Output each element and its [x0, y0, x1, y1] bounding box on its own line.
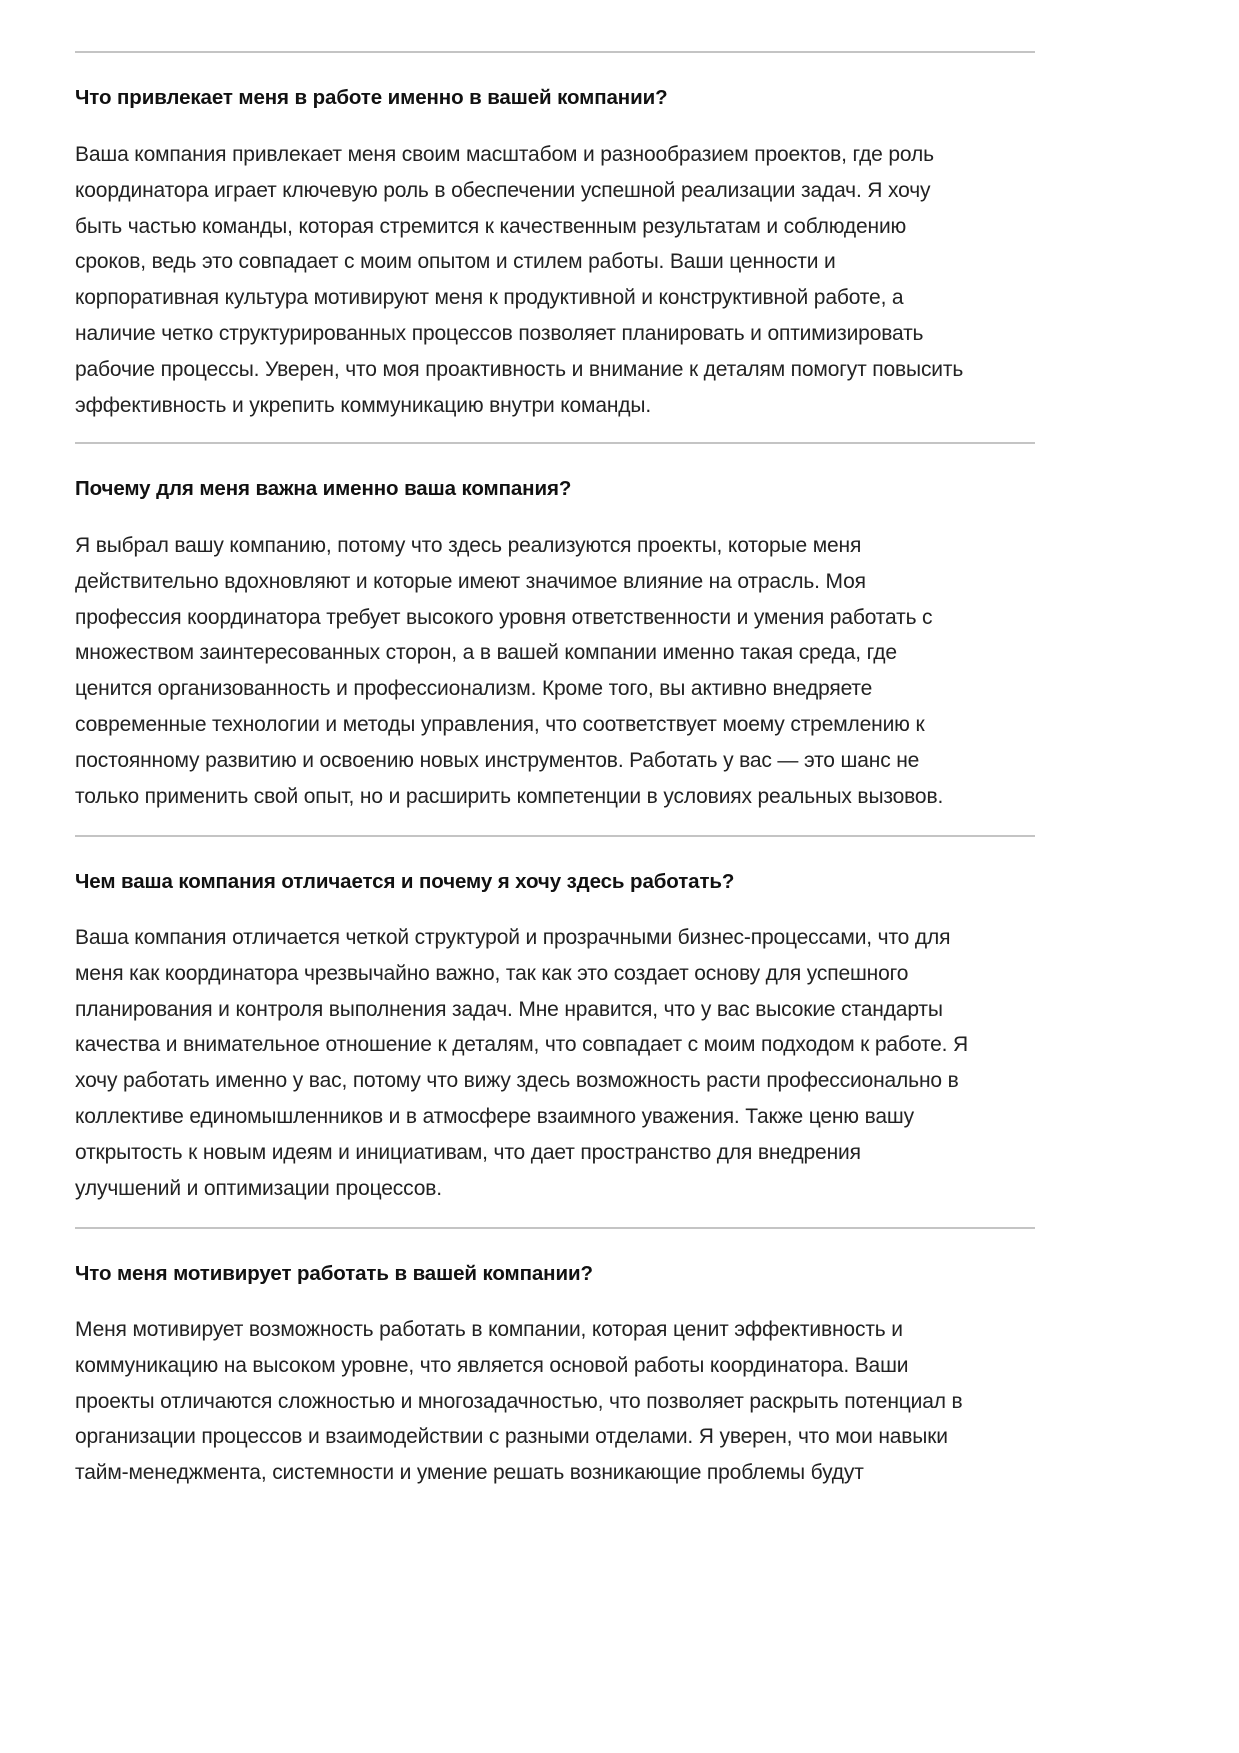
section-divider [75, 442, 1035, 444]
body-line: ценится организованность и профессионализм. Кроме того, вы активно внедряете [75, 677, 873, 701]
body-line: Ваша компания привлекает меня своим масштабом и разнообразием проектов, где роль [75, 143, 934, 166]
section-heading: Чем ваша компания отличается и почему я хочу здесь работать? [75, 870, 735, 893]
body-line: планирования и контроля выполнения задач. Мне нравится, что у вас высокие стандарты [75, 997, 943, 1021]
body-line: множеством заинтересованных сторон, а в вашей компании именно такая среда, где [75, 641, 897, 665]
body-line: только применить свой опыт, но и расширить компетенции в условиях реальных вызовов. [75, 784, 944, 808]
section-divider [75, 835, 1035, 837]
body-line: проекты отличаются сложностью и многозадачностью, что позволяет раскрыть потенциал в [75, 1389, 963, 1413]
section-body [75, 528, 1040, 814]
body-line: рабочие процессы. Уверен, что моя проактивность и внимание к деталям помогут повысить [75, 357, 964, 381]
body-line: тайм-менеджмента, системности и умение решать возникающие проблемы будут [75, 1461, 864, 1485]
body-line: Меня мотивирует возможность работать в компании, которая ценит эффективность и [75, 1318, 903, 1341]
section-divider [75, 51, 1035, 53]
body-line: корпоративная культура мотивируют меня к продуктивной и конструктивной работе, а [75, 286, 904, 310]
body-line: открытость к новым идеям и инициативам, что дает пространство для внедрения [75, 1140, 861, 1164]
body-line: современные технологии и методы управления, что соответствует моему стремлению к [75, 712, 925, 736]
body-line: профессия координатора требует высокого уровня ответственности и умения работать с [75, 605, 933, 629]
section-divider [75, 1227, 1035, 1229]
section-heading: Что привлекает меня в работе именно в вашей компании? [75, 86, 668, 109]
body-line: хочу работать именно у вас, потому что вижу здесь возможность расти профессионально в [75, 1069, 959, 1093]
body-line: сроков, ведь это совпадает с моим опытом и стилем работы. Ваши ценности и [75, 250, 836, 274]
body-line: коллективе единомышленников и в атмосфере взаимного уважения. Также ценю вашу [75, 1104, 914, 1128]
body-line: организации процессов и взаимодействии с разными отделами. Я уверен, что мои навыки [75, 1425, 948, 1449]
body-line: координатора играет ключевую роль в обеспечении успешной реализации задач. Я хочу [75, 178, 931, 202]
section-body [75, 1312, 1040, 1491]
body-line: Я выбрал вашу компанию, потому что здесь реализуются проекты, которые меня [75, 534, 862, 557]
body-line: наличие четко структурированных процессов позволяет планировать и оптимизировать [75, 321, 924, 345]
section-heading: Почему для меня важна именно ваша компания? [75, 477, 572, 500]
body-line: постоянному развитию и освоению новых инструментов. Работать у вас — это шанс не [75, 748, 920, 772]
body-line: коммуникацию на высоком уровне, что является основой работы координатора. Ваши [75, 1353, 909, 1377]
body-line: Ваша компания отличается четкой структурой и прозрачными бизнес-процессами, что для [75, 926, 951, 949]
body-line: быть частью команды, которая стремится к качественным результатам и соблюдению [75, 214, 907, 238]
body-line: качества и внимательное отношение к деталям, что совпадает с моим подходом к работе. Я [75, 1033, 969, 1057]
section-body [75, 137, 1040, 423]
body-line: меня как координатора чрезвычайно важно, так как это создает основу для успешного [75, 961, 909, 985]
body-line: действительно вдохновляют и которые имеют значимое влияние на отрасль. Моя [75, 569, 866, 593]
body-line: эффективность и укрепить коммуникацию внутри команды. [75, 393, 652, 417]
section-body [75, 920, 1040, 1206]
section-heading: Что меня мотивирует работать в вашей компании? [75, 1262, 593, 1285]
body-line: улучшений и оптимизации процессов. [75, 1176, 442, 1200]
